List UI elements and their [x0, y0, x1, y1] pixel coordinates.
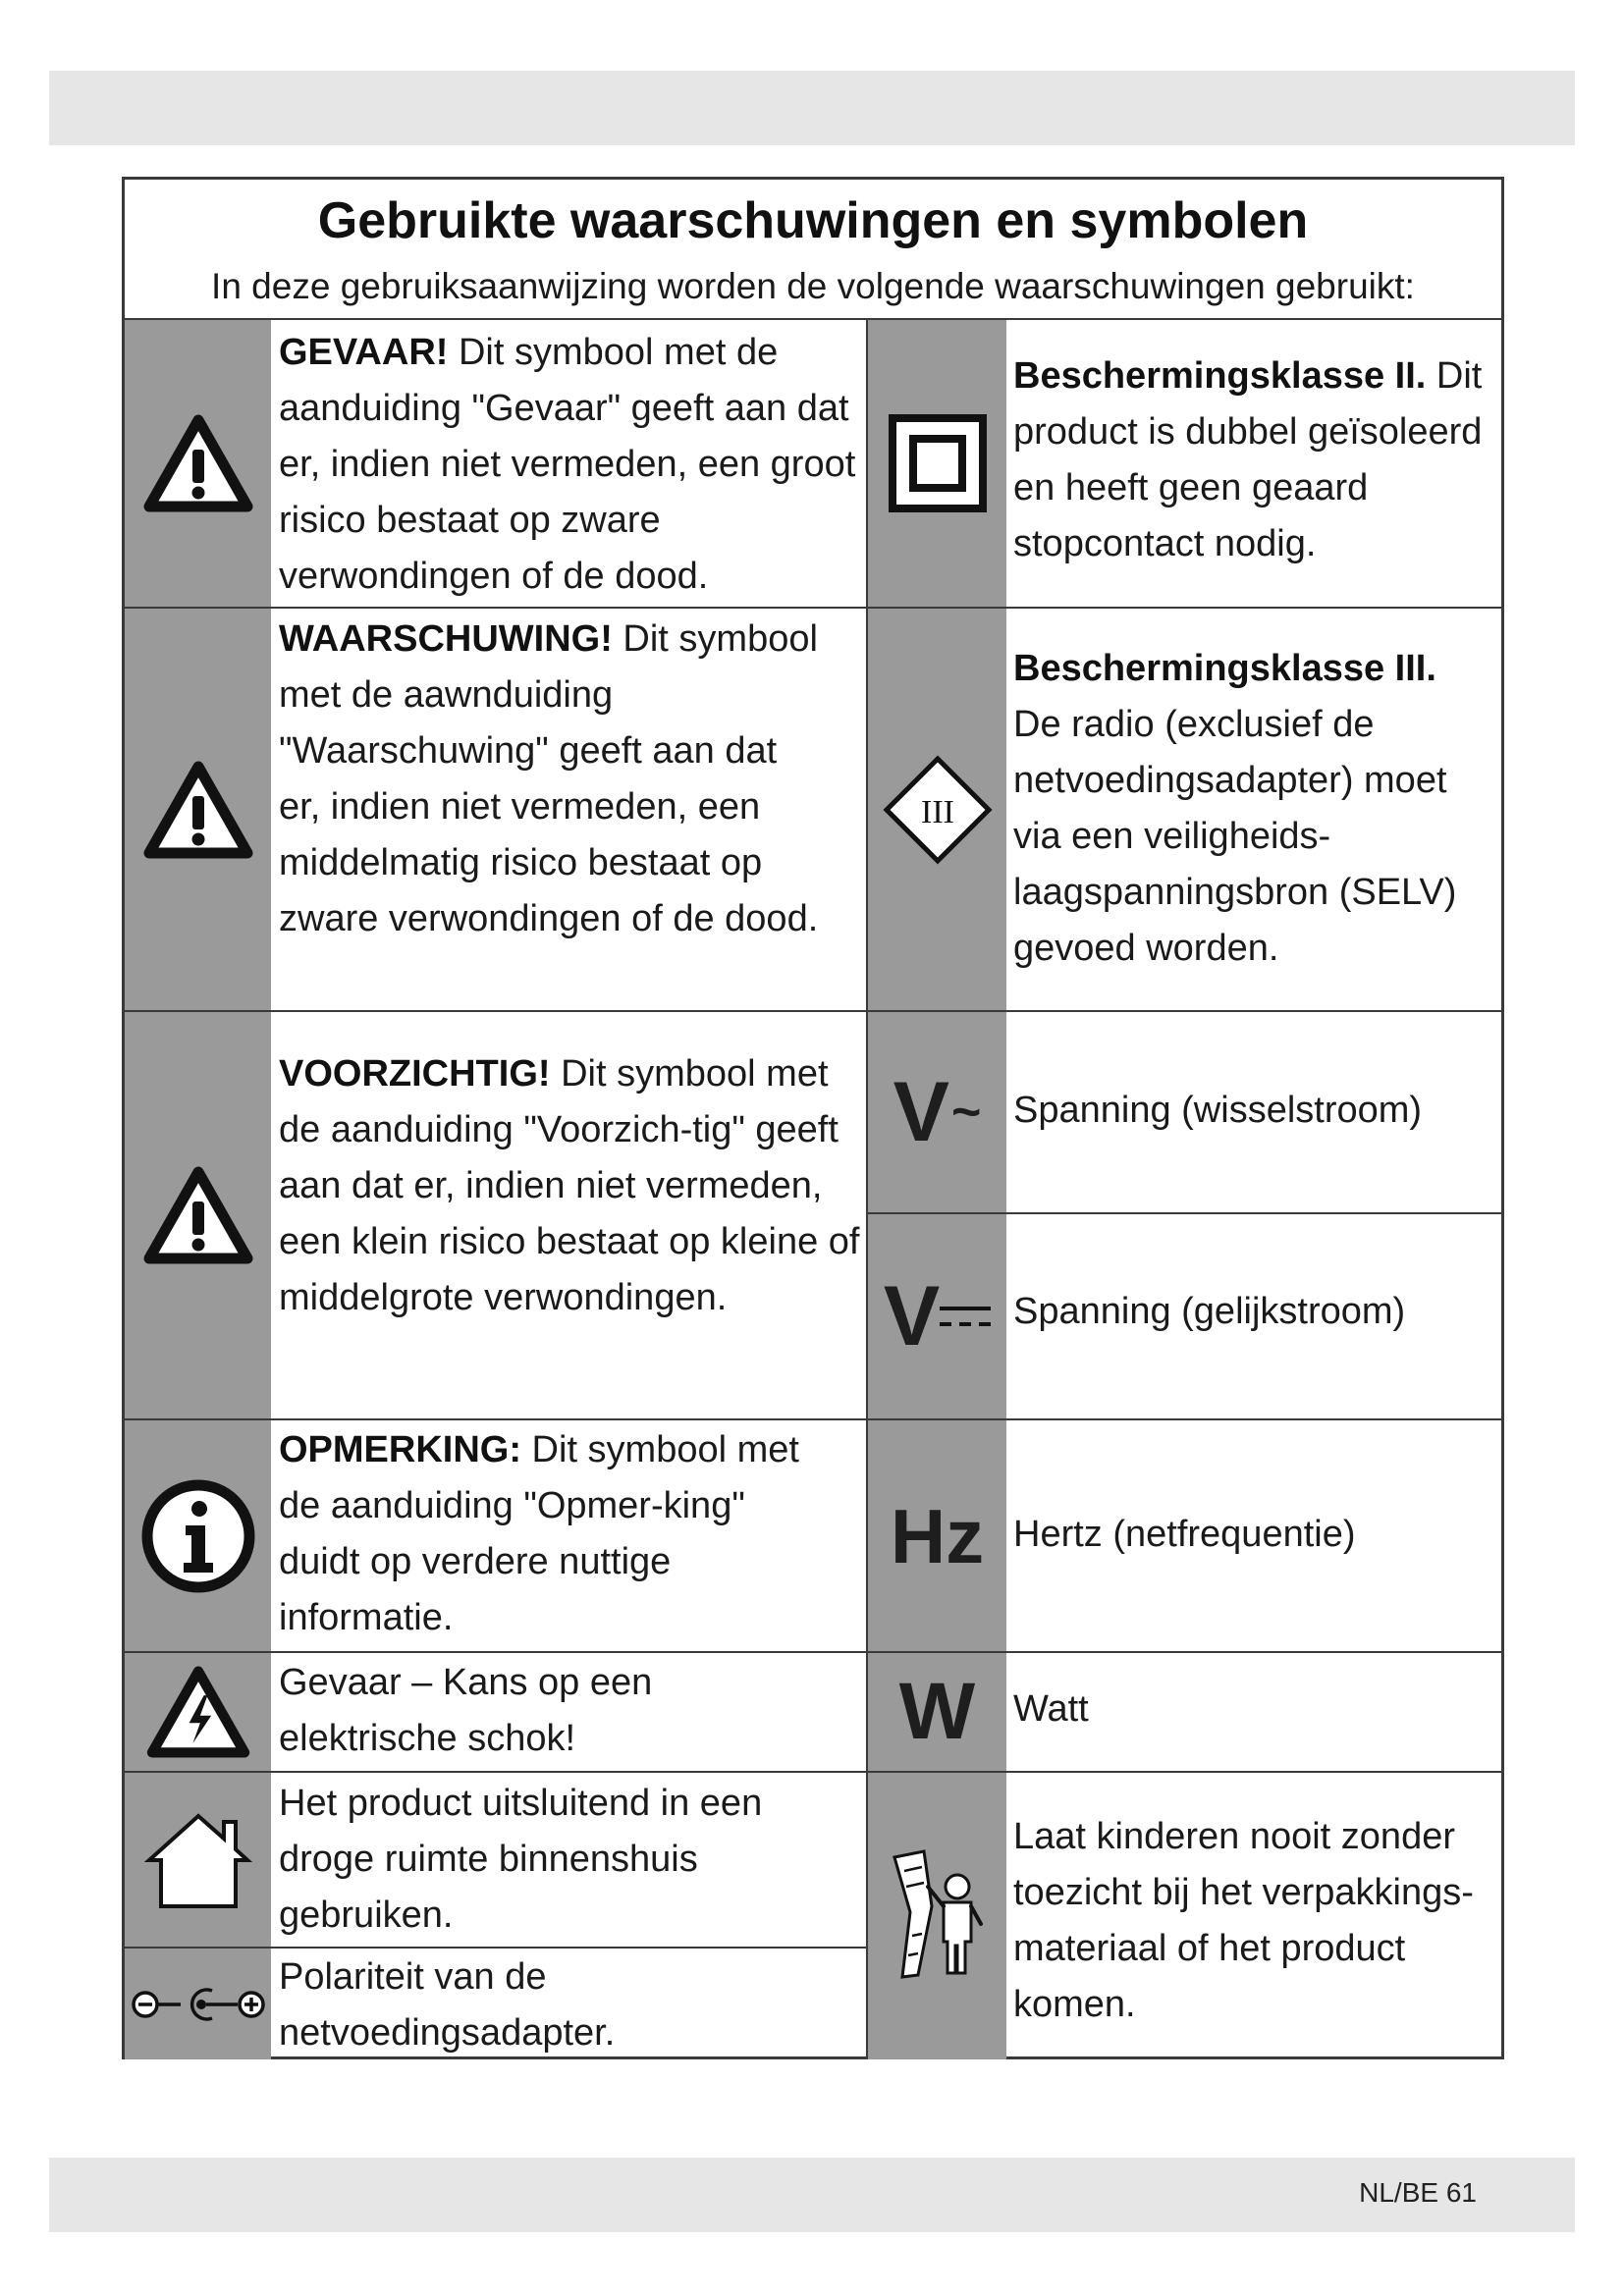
danger-description: GEVAAR! Dit symbool met de aanduiding "Gevaar" geeft aan dat er, indien niet vermeden, een groot risico bestaat op zware verwondingen of de dood.	[279, 332, 856, 597]
note-description: OPMERKING: Dit symbool met de aanduiding "Opmer-king" duidt op verdere nuttige informatie.	[279, 1429, 799, 1638]
symbols-table	[122, 177, 1504, 2059]
house-icon	[125, 1773, 271, 1947]
bottom-gray-band	[49, 2158, 1575, 2232]
caution-label: VOORZICHTIG!	[279, 1053, 551, 1095]
hertz-description: Hertz (netfrequentie)	[1013, 1514, 1356, 1555]
info-icon	[125, 1420, 271, 1651]
watt-description: Watt	[1013, 1688, 1089, 1730]
protection-class-3-numeral: III	[920, 793, 954, 830]
dc-voltage-icon	[868, 1214, 1006, 1418]
electric-shock-icon	[125, 1653, 271, 1771]
child-packaging-warning-icon	[868, 1773, 1006, 2059]
protection-class-2-icon	[868, 320, 1006, 607]
ac-voltage-symbol: V	[893, 1065, 949, 1159]
warning-description: WAARSCHUWING! Dit symbool met de aawnduiding "Waarschuwing" geeft aan dat er, indien niet vermeden, een middelmatig risico bestaat op zware verwondingen of de dood.	[279, 618, 819, 939]
danger-label: GEVAAR!	[279, 332, 449, 373]
protection-class-2-description: Beschermingsklasse II. Dit product is dubbel geïsoleerd en heeft geen geaard stopcontact nodig.	[1013, 355, 1483, 564]
dc-lines-icon	[940, 1297, 991, 1336]
warning-triangle-icon	[125, 609, 271, 1010]
dc-voltage-symbol: V	[883, 1269, 941, 1363]
hertz-icon	[868, 1420, 1006, 1651]
child-packaging-description: Laat kinderen nooit zonder toezicht bij het verpakkings-materiaal of het product komen.	[1013, 1816, 1474, 2025]
page-number: NL/BE 61	[1359, 2177, 1477, 2208]
tilde-symbol: ~	[951, 1084, 982, 1141]
caution-description: VOORZICHTIG! Dit symbool met de aanduiding "Voorzich-tig" geeft aan dat er, indien niet vermeden, een klein risico bestaat op kleine of middelgrote verwondingen.	[279, 1053, 860, 1318]
header-divider	[125, 318, 1501, 320]
ac-voltage-description: Spanning (wisselstroom)	[1013, 1090, 1423, 1131]
protection-class-3-description: Beschermingsklasse III. De radio (exclusief de netvoedingsadapter) moet via een veiligheids-laagspanningsbron (SELV) gevoed worden.	[1013, 648, 1457, 969]
protection-class-2-label: Beschermingsklasse II.	[1013, 355, 1427, 397]
dc-voltage-description: Spanning (gelijkstroom)	[1013, 1291, 1406, 1332]
electric-shock-description: Gevaar – Kans op een elektrische schok!	[279, 1662, 653, 1759]
protection-class-3-icon	[868, 609, 1006, 1010]
polarity-description: Polariteit van de netvoedingsadapter.	[279, 1956, 616, 2054]
warning-triangle-icon	[125, 1012, 271, 1418]
top-gray-band	[49, 71, 1575, 145]
polarity-icon	[125, 1949, 271, 2059]
hertz-symbol: Hz	[890, 1492, 985, 1579]
protection-class-3-label: Beschermingsklasse III.	[1013, 648, 1436, 689]
watt-icon	[868, 1653, 1006, 1771]
warning-label: WAARSCHUWING!	[279, 618, 613, 660]
note-label: OPMERKING:	[279, 1429, 521, 1470]
ac-voltage-icon	[868, 1012, 1006, 1212]
warning-triangle-icon	[125, 320, 271, 607]
page-subtitle: In deze gebruiksaanwijzing worden de volgende waarschuwingen gebruikt:	[211, 266, 1415, 306]
indoor-use-description: Het product uitsluitend in een droge ruimte binnenshuis gebruiken.	[279, 1783, 763, 1936]
page-title: Gebruikte waarschuwingen en symbolen	[317, 192, 1309, 249]
watt-symbol: W	[898, 1667, 976, 1756]
